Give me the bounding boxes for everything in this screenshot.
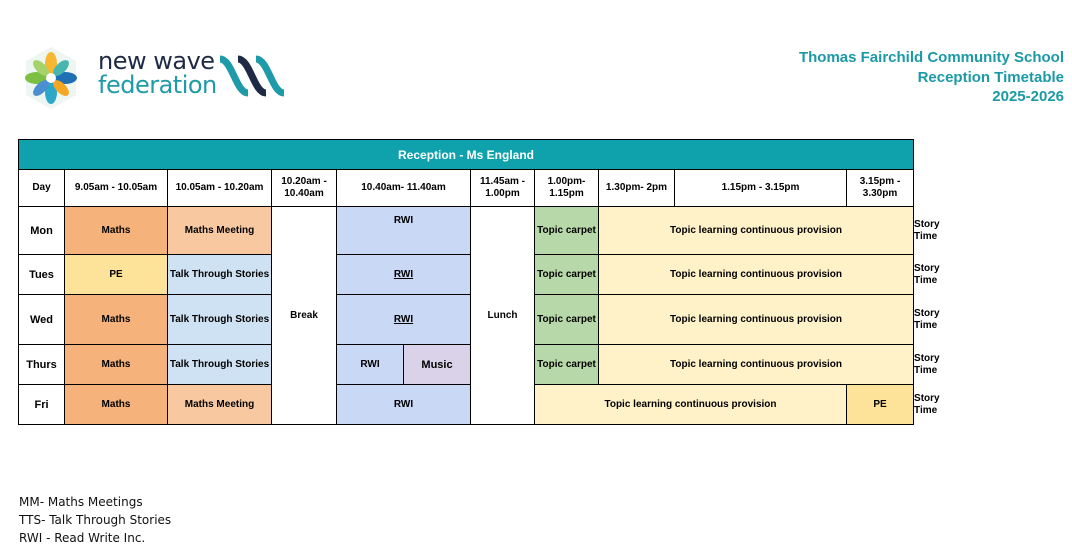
lesson-cell: Maths: [65, 345, 168, 385]
lesson-cell: RWI: [337, 385, 471, 425]
lesson-cell: Maths: [65, 295, 168, 345]
header-slot-1: 9.05am - 10.05am: [65, 170, 168, 207]
break-cell: Break: [272, 207, 337, 425]
day-cell: Wed: [19, 295, 65, 345]
lesson-cell: Topic learning continuous provision: [599, 345, 914, 385]
lesson-cell: Talk Through Stories: [168, 345, 272, 385]
table-row: Thurs Maths Talk Through Stories RWI Music Topic carpet Topic learning continuous provision Story Time: [19, 345, 914, 385]
lesson-cell: Maths Meeting: [168, 207, 272, 255]
lesson-cell: Music: [404, 345, 471, 385]
federation-logo: [22, 45, 322, 111]
header-slot-5: 11.45am - 1.00pm: [471, 170, 535, 207]
header-slot-9: 3.15pm - 3.30pm: [847, 170, 914, 207]
key-rwi: RWI - Read Write Inc.: [19, 531, 146, 545]
lesson-cell: Topic learning continuous provision: [535, 385, 847, 425]
lesson-cell: Talk Through Stories: [168, 295, 272, 345]
lesson-cell: Topic learning continuous provision: [599, 295, 914, 345]
reception-timetable: [18, 139, 940, 425]
lesson-cell: RWI: [337, 255, 471, 295]
logo-line-1: new wave: [98, 47, 215, 75]
table-row: Tues PE Talk Through Stories RWI Topic carpet Topic learning continuous provision Story Time: [19, 255, 914, 295]
lesson-cell: RWI: [337, 207, 471, 255]
table-row: Mon Maths Maths Meeting Break RWI Lunch Topic carpet Topic learning continuous provision Story Time: [19, 207, 914, 255]
lesson-cell: PE: [847, 385, 914, 425]
abbreviation-key: [19, 493, 171, 547]
header-slot-8: 1.15pm - 3.15pm: [675, 170, 847, 207]
day-cell: Mon: [19, 207, 65, 255]
day-cell: Thurs: [19, 345, 65, 385]
lesson-cell: Talk Through Stories: [168, 255, 272, 295]
header-slot-3: 10.20am - 10.40am: [272, 170, 337, 207]
header-day: Day: [19, 170, 65, 207]
lesson-cell: Topic learning continuous provision: [599, 255, 914, 295]
header-slot-4: 10.40am- 11.40am: [337, 170, 471, 207]
logo-line-2: federation: [98, 71, 217, 99]
lesson-cell: RWI: [337, 295, 471, 345]
key-mm: MM- Maths Meetings: [19, 495, 143, 509]
lesson-cell: RWI: [337, 345, 404, 385]
lesson-cell: PE: [65, 255, 168, 295]
header-slot-6: 1.00pm- 1.15pm: [535, 170, 599, 207]
header-slot-7: 1.30pm- 2pm: [599, 170, 675, 207]
lesson-cell: Topic carpet: [535, 255, 599, 295]
school-name: Thomas Fairchild Community School: [798, 49, 1064, 66]
logo-wordmark: [98, 49, 217, 97]
lesson-cell: Maths Meeting: [168, 385, 272, 425]
lesson-cell: Maths: [65, 207, 168, 255]
day-cell: Fri: [19, 385, 65, 425]
document-title: Reception Timetable: [917, 68, 1064, 86]
waves-logo-icon: [218, 55, 294, 97]
day-cell: Tues: [19, 255, 65, 295]
school-year: 2025-2026: [992, 88, 1064, 105]
lesson-cell: Topic carpet: [535, 345, 599, 385]
lesson-cell: Topic learning continuous provision: [599, 207, 914, 255]
school-header: [799, 48, 1064, 107]
class-banner: Reception - Ms England: [19, 140, 914, 170]
lunch-cell: Lunch: [471, 207, 535, 425]
table-row: Fri Maths Maths Meeting RWI Topic learning continuous provision PE Story Time: [19, 385, 914, 425]
flower-logo-icon: [22, 45, 80, 111]
lesson-cell: Topic carpet: [535, 295, 599, 345]
lesson-cell: Maths: [65, 385, 168, 425]
header-slot-2: 10.05am - 10.20am: [168, 170, 272, 207]
lesson-cell: Topic carpet: [535, 207, 599, 255]
table-row: Wed Maths Talk Through Stories RWI Topic carpet Topic learning continuous provision Story Time: [19, 295, 914, 345]
key-tts: TTS- Talk Through Stories: [19, 513, 172, 527]
